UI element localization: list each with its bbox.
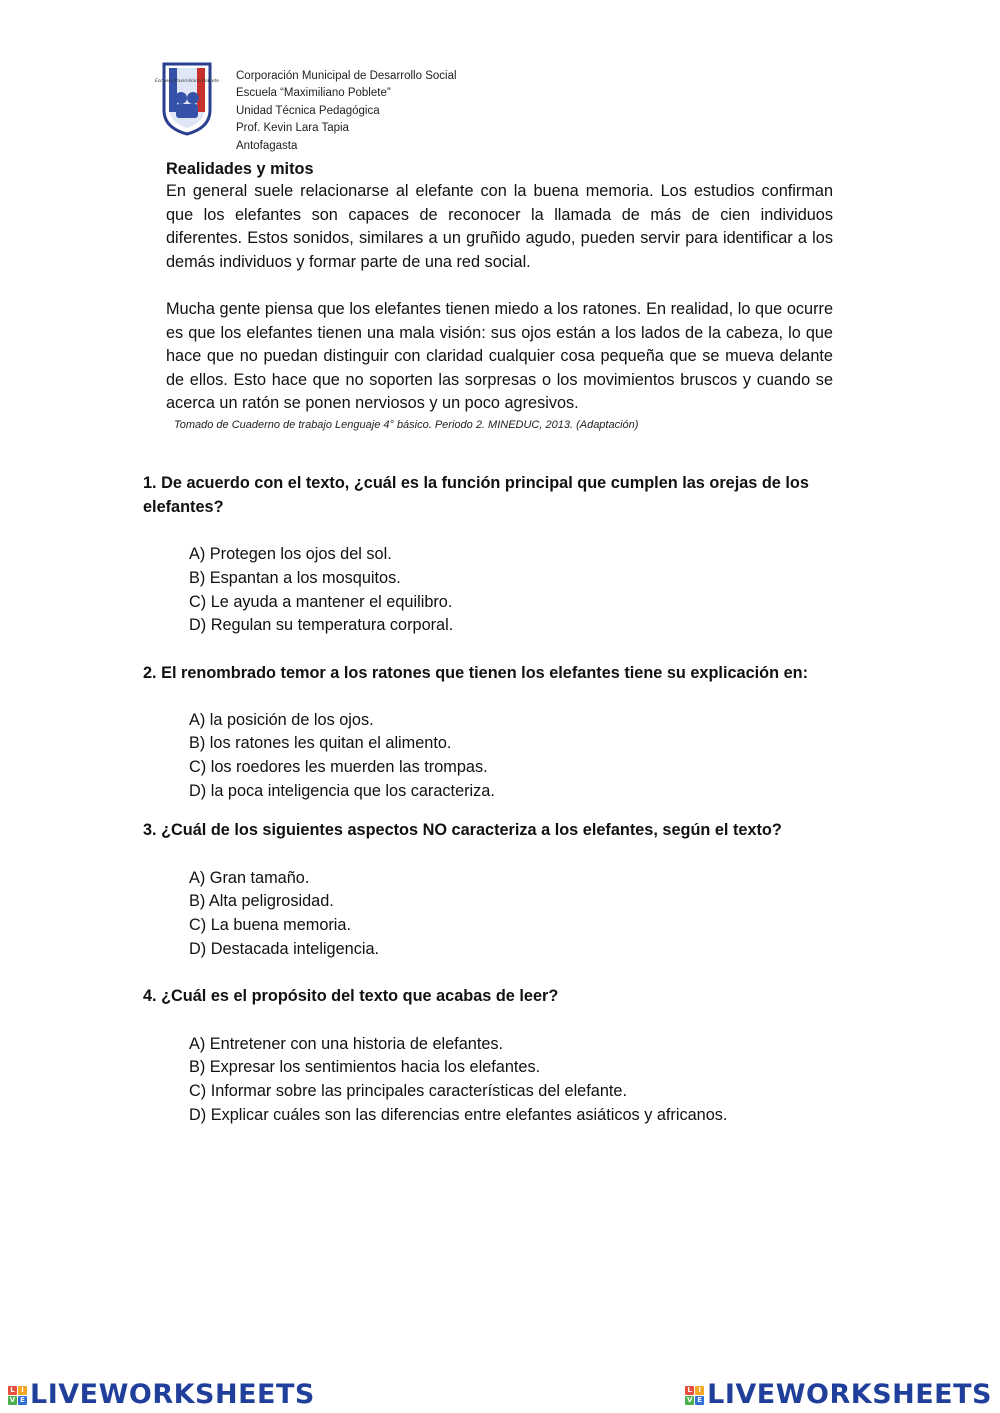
- school-header: [236, 68, 457, 155]
- mark-letter: L: [685, 1386, 694, 1395]
- question-text: 1. De acuerdo con el texto, ¿cuál es la función principal que cumplen las orejas de los elefantes?: [143, 474, 809, 516]
- reading-passage: [166, 158, 833, 432]
- source-citation: Tomado de Cuaderno de trabajo Lenguaje 4° básico. Periodo 2. MINEDUC, 2013. (Adaptación): [174, 418, 639, 431]
- brand-name: LIVEWORKSHEETS: [707, 1379, 992, 1410]
- reading-title: Realidades y mitos: [166, 160, 314, 178]
- question-1: [143, 472, 833, 638]
- question-2: [143, 662, 833, 804]
- answer-option[interactable]: B) los ratones les quitan el alimento.: [189, 734, 452, 753]
- question-3: [143, 819, 833, 962]
- answer-option[interactable]: C) Le ayuda a mantener el equilibro.: [189, 592, 453, 611]
- answer-option[interactable]: D) Regulan su temperatura corporal.: [189, 616, 454, 635]
- answer-option[interactable]: A) la posición de los ojos.: [189, 710, 374, 729]
- answer-option[interactable]: D) la poca inteligencia que los caracteriza.: [189, 781, 495, 800]
- mark-letter: V: [686, 1395, 693, 1404]
- liveworksheets-logo-right: [685, 1380, 992, 1410]
- mark-letter: E: [695, 1396, 704, 1405]
- mark-letter: I: [695, 1386, 704, 1395]
- answer-options: [143, 543, 833, 638]
- liveworksheets-logo-left: [8, 1380, 315, 1410]
- liveworksheets-mark-icon: [8, 1386, 27, 1405]
- mark-letter: E: [18, 1396, 27, 1405]
- answer-options: [143, 709, 833, 804]
- header-line: Prof. Kevin Lara Tapia: [236, 122, 349, 135]
- answer-option[interactable]: D) Explicar cuáles son las diferencias entre elefantes asiáticos y africanos.: [189, 1105, 728, 1124]
- reading-paragraph: En general suele relacionarse al elefante con la buena memoria. Los estudios confirman que los elefantes son capaces de reconocer la llamada de más de cien individuos diferentes. Estos sonidos, similares a un gruñido agudo, pueden servir para identificar a los demás individuos y formar parte de una red social.: [166, 182, 833, 271]
- question-text: 2. El renombrado temor a los ratones que tienen los elefantes tiene su explicación en:: [143, 664, 809, 682]
- answer-option[interactable]: C) La buena memoria.: [189, 916, 351, 935]
- answer-option[interactable]: C) los roedores les muerden las trompas.: [189, 758, 488, 777]
- answer-option[interactable]: A) Protegen los ojos del sol.: [189, 545, 392, 563]
- liveworksheets-mark-icon: [685, 1386, 704, 1405]
- answer-option[interactable]: B) Expresar los sentimientos hacia los elefantes.: [189, 1058, 541, 1077]
- question-4: [143, 985, 833, 1128]
- mark-letter: I: [18, 1386, 27, 1395]
- answer-option[interactable]: C) Informar sobre las principales características del elefante.: [189, 1082, 627, 1101]
- header-line: Unidad Técnica Pedagógica: [236, 104, 380, 117]
- question-text: 4. ¿Cuál es el propósito del texto que acabas de leer?: [143, 987, 559, 1005]
- answer-option[interactable]: A) Gran tamaño.: [189, 868, 310, 887]
- question-text: 3. ¿Cuál de los siguientes aspectos NO caracteriza a los elefantes, según el texto?: [143, 821, 782, 839]
- mark-letter: L: [8, 1386, 17, 1395]
- school-logo: [154, 62, 220, 136]
- answer-options: [143, 867, 833, 962]
- reading-paragraph: Mucha gente piensa que los elefantes tienen miedo a los ratones. En realidad, lo que ocurre es que los elefantes tienen una mala visión: sus ojos están a los lados de la cabeza, lo que hace que no puedan distinguir con claridad cualquier cosa pequeña que se mueva delante de ellos. Esto hace que no soporten las sorpresas o los movimientos bruscos y cuando se acerca un ratón se ponen nerviosos y un poco agresivos.: [166, 299, 833, 413]
- logo-caption: Escuela Maximiliano Poblete: [154, 79, 220, 84]
- answer-option[interactable]: D) Destacada inteligencia.: [189, 939, 380, 958]
- brand-name: LIVEWORKSHEETS: [30, 1379, 315, 1410]
- header-line: Escuela “Maximiliano Poblete”: [236, 87, 391, 100]
- header-line: Corporación Municipal de Desarrollo Social: [236, 70, 457, 82]
- mark-letter: V: [9, 1395, 16, 1404]
- answer-option[interactable]: B) Alta peligrosidad.: [189, 892, 334, 911]
- header-line: Antofagasta: [236, 139, 298, 152]
- answer-option[interactable]: A) Entretener con una historia de elefantes.: [189, 1034, 504, 1053]
- answer-option[interactable]: B) Espantan a los mosquitos.: [189, 568, 401, 587]
- answer-options: [143, 1033, 833, 1128]
